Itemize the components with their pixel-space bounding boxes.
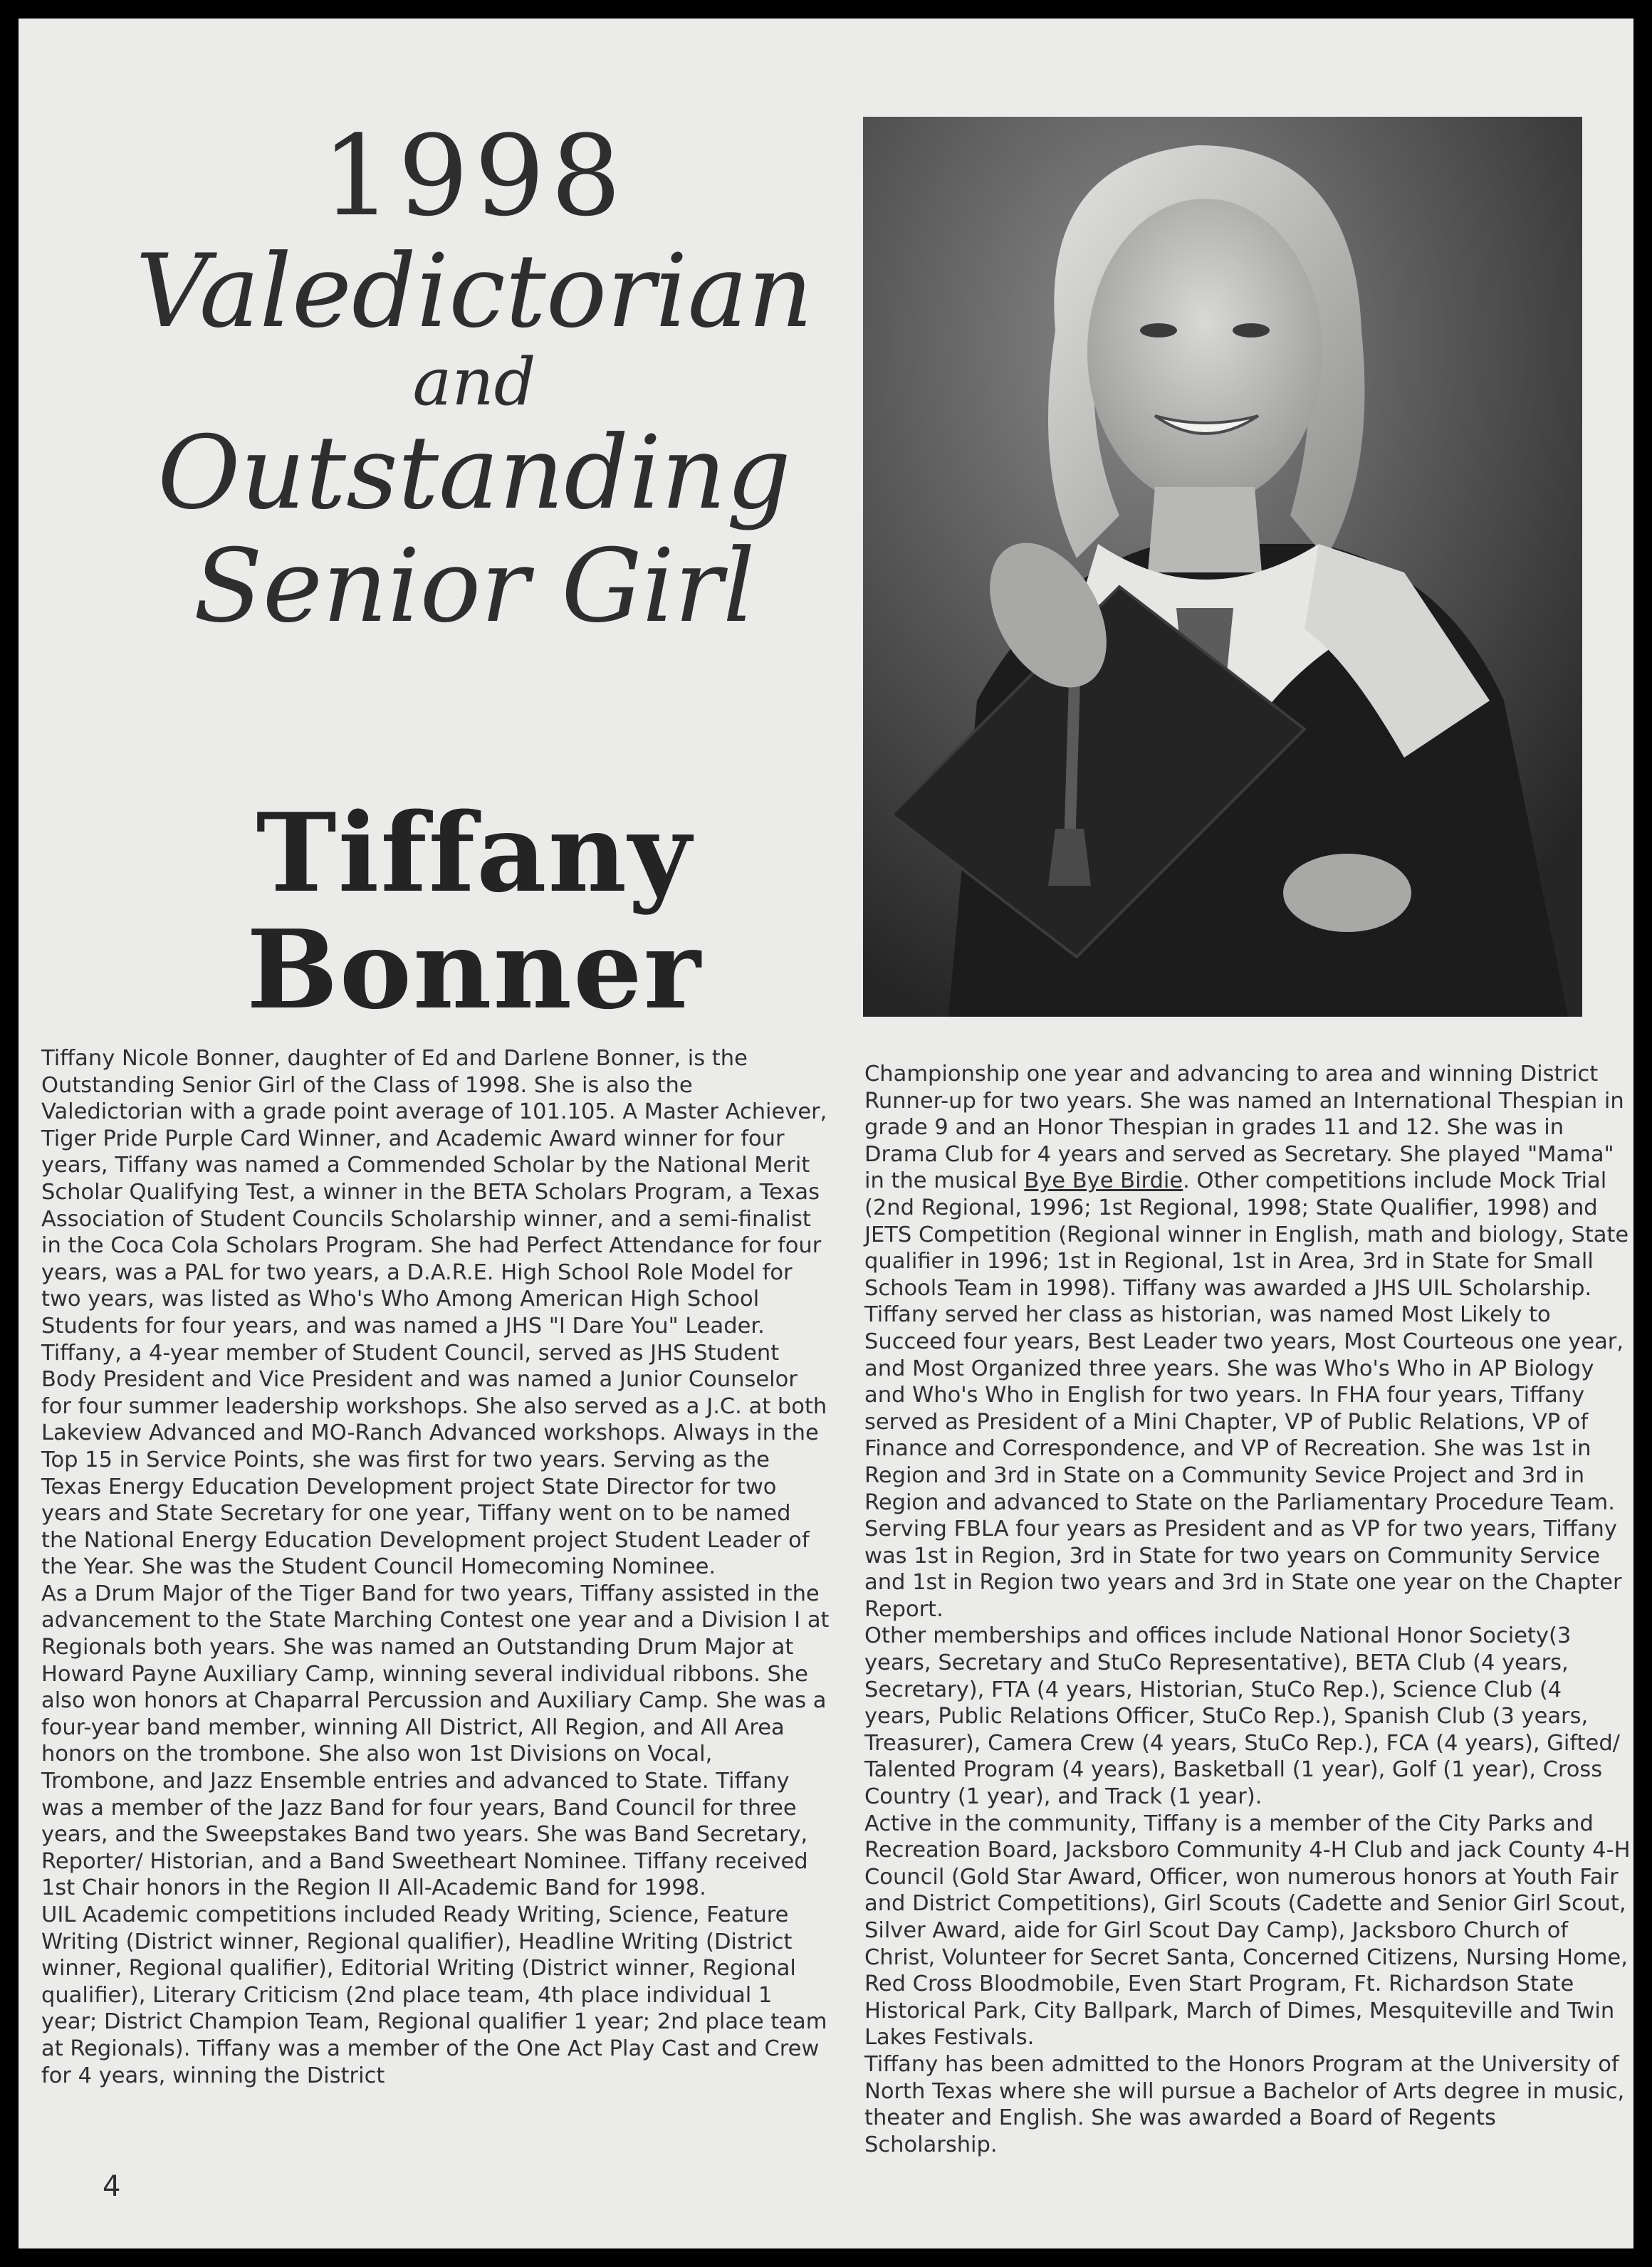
page-number: 4 [103, 2170, 121, 2203]
article-paragraph: Active in the community, Tiffany is a member of the City Parks and Recreation Board, Jacksboro Community 4-H Club and jack County 4-H Council (Gold Star Award, Officer, won numerous honors at Youth Fair and District Competitions), Girl Scouts (Cadette and Senior Girl Scout, Silver Award, aide for Girl Scout Day Camp), Jacksboro Church of Christ, Volunteer for Secret Santa, Concerned Citizens, Nursing Home, Red Cross Bloodmobile, Even Start Program, Ft. Richardson State Historical Park, City Ballpark, March of Dimes, Mesquiteville and Twin Lakes Festivals. [864, 1811, 1631, 2051]
article-paragraph: As a Drum Major of the Tiger Band for two years, Tiffany assisted in the advancement to the State Marching Contest one year and a Division I at Regionals both years. She was named an Outstanding Drum Major at Howard Payne Auxiliary Camp, winning several individual ribbons. She also won honors at Chaparral Percussion and Auxiliary Camp. She was a four-year band member, winning All District, All Region, and All Area honors on the trombone. She also won 1st Divisions on Vocal, Trombone, and Jazz Ensemble entries and advanced to State. Tiffany was a member of the Jazz Band for four years, Band Council for three years, and the Sweepstakes Band two years. She was Band Secretary, Reporter/ Historian, and a Band Sweetheart Nominee. Tiffany received 1st Chair honors in the Region II All-Academic Band for 1998. [41, 1581, 830, 1901]
feature-title [104, 111, 845, 646]
article-column-right [864, 1061, 1631, 2158]
portrait-illustration [863, 117, 1582, 1017]
student-name [161, 789, 788, 1034]
article-paragraph: Tiffany, a 4-year member of Student Council, served as JHS Student Body President and Vice President and was named a Junior Counselor for four summer leadership workshops. She also served as a J.C. at both Lakeview Advanced and MO-Ranch Advanced workshops. Always in the Top 15 in Service Points, she was first for two years. Serving as the Texas Energy Education Development project State Director for two years and State Secretary for one year, Tiffany went on to be named the National Energy Education Development project Student Leader of the Year. She was the Student Council Homecoming Nominee. [41, 1340, 827, 1580]
title-year: 1998 [321, 111, 627, 241]
article-paragraph: Tiffany has been admitted to the Honors Program at the University of North Texas where she will pursue a Bachelor of Arts degree in music, theater and English. She was awarded a Board of Regents Scholarship. [864, 2051, 1625, 2157]
title-valedictorian: Valedictorian [135, 232, 813, 350]
paragraph-text: Championship one year and advancing to area and winning District Runner-up for two years. She was named an International Thespian in grade 9 and an Honor Thespian in grades 11 and 12. She was in Drama Club for 4 years and served as Secretary. She played "Mama" in the musical [864, 1062, 1624, 1194]
title-and: and [412, 343, 536, 420]
student-last-name: Bonner [246, 906, 702, 1034]
article-paragraph: UIL Academic competitions included Ready Writing, Science, Feature Writing (District winner, Regional qualifier), Headline Writing (District winner, Regional qualifier), Editorial Writing (District winner, Regional qualifier), Literary Criticism (2nd place team, 4th place individual 1 year; District Champion Team, Regional qualifier 1 year; 2nd place team at Regionals). Tiffany was a member of the One Act Play Cast and Crew for 4 years, winning the District [41, 1902, 827, 2088]
article-paragraph: Tiffany served her class as historian, was named Most Likely to Succeed four years, Best Leader two years, Most Courteous one year, and Most Organized three years. She was Who's Who in AP Biology and Who's Who in English for two years. In FHA four years, Tiffany served as President of a Mini Chapter, VP of Public Relations, VP of Finance and Correspondence, and VP of Recreation. She was 1st in Region and 3rd in State on a Community Sevice Project and 3rd in Region and advanced to State on the Parliamentary Procedure Team. Serving FBLA four years as President and as VP for two years, Tiffany was 1st in Region, 3rd in State for two years on Community Service and 1st in Region two years and 3rd in State one year on the Chapter Report. [864, 1302, 1624, 1622]
article-column-left [41, 1045, 832, 2089]
student-first-name: Tiffany [256, 789, 693, 916]
title-outstanding: Outstanding [157, 414, 791, 533]
portrait-photo [863, 117, 1582, 1017]
musical-title: Bye Bye Birdie [1024, 1168, 1183, 1194]
yearbook-page [19, 19, 1633, 2248]
article-paragraph: Other memberships and offices include National Honor Society(3 years, Secretary and StuCo Representative), BETA Club (4 years, Secretary), FTA (4 years, Historian, StuCo Rep.), Science Club (4 years, Public Relations Officer, StuCo Rep.), Spanish Club (3 years, Treasurer), Camera Crew (4 years, StuCo Rep.), FCA (4 years), Gifted/ Talented Program (4 years), Basketball (1 year), Golf (1 year), Cross Country (1 year), and Track (1 year). [864, 1623, 1620, 1810]
article-paragraph [864, 1061, 1631, 1302]
article-paragraph: Tiffany Nicole Bonner, daughter of Ed and Darlene Bonner, is the Outstanding Senior Girl of the Class of 1998. She is also the Valedictorian with a grade point average of 101.105. A Master Achiever, Tiger Pride Purple Card Winner, and Academic Award winner for four years, Tiffany was named a Commended Scholar by the National Merit Scholar Qualifying Test, a winner in the BETA Scholars Program, a Texas Association of Student Councils Scholarship winner, and a semi-finalist in the Coca Cola Scholars Program. She had Perfect Attendance for four years, was a PAL for two years, a D.A.R.E. High School Role Model for two years, was listed as Who's Who Among American High School Students for four years, and was named a JHS "I Dare You" Leader. [41, 1046, 827, 1339]
paragraph-text: . Other competitions include Mock Trial (2nd Regional, 1996; 1st Regional, 1998; State Qualifier, 1998) and JETS Competition (Regional winner in English, math and biology, State qualifier in 1996; 1st in Regional, 1st in Area, 3rd in State for Small Schools Team in 1998). Tiffany was awarded a JHS UIL Scholarship. [864, 1168, 1629, 1301]
title-senior-girl: Senior Girl [193, 528, 756, 646]
